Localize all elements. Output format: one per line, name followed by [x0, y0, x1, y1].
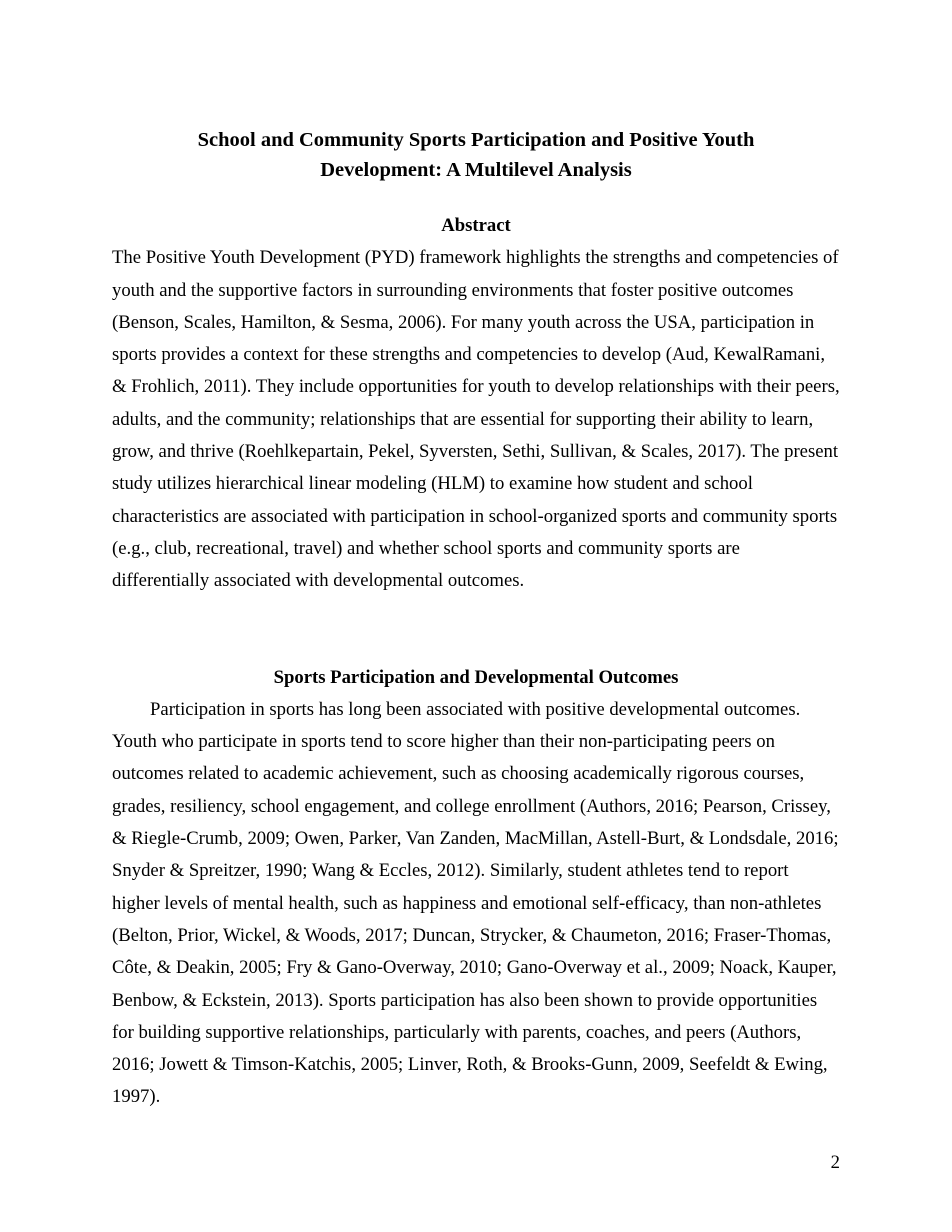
- page-body: [112, 210, 840, 1114]
- section-heading: Sports Participation and Developmental Outcomes: [273, 666, 679, 688]
- page-number: 2: [830, 1152, 840, 1173]
- paper-title-line-1: School and Community Sports Participation and Positive Youth: [197, 128, 755, 151]
- paper-title-line-2: Development: A Multilevel Analysis: [320, 158, 632, 181]
- paper-title: [112, 125, 840, 185]
- abstract-heading: Abstract: [441, 215, 511, 236]
- section-paragraph: Participation in sports has long been associated with positive developmental outcomes. Youth who participate in sports tend to score higher than their non-participating peers on outcomes related to academic achievement, such as choosing academically rigorous courses, grades, resiliency, school engagement, and college enrollment (Authors, 2016; Pearson, Crissey, & Riegle-Crumb, 2009; Owen, Parker, Van Zanden, MacMillan, Astell-Burt, & Londsdale, 2016; Snyder & Spreitzer, 1990; Wang & Eccles, 2012). Similarly, student athletes tend to report higher levels of mental health, such as happiness and emotional self-efficacy, than non-athletes (Belton, Prior, Wickel, & Woods, 2017; Duncan, Strycker, & Chaumeton, 2016; Fraser-Thomas, Côte, & Deakin, 2005; Fry & Gano-Overway, 2010; Gano-Overway et al., 2009; Noack, Kauper, Benbow, & Eckstein, 2013). Sports participation has also been shown to provide opportunities for building supportive relationships, particularly with parents, coaches, and peers (Authors, 2016; Jowett & Timson-Katchis, 2005; Linver, Roth, & Brooks-Gunn, 2009, Seefeldt & Ewing, 1997).: [112, 698, 839, 1108]
- abstract-paragraph: The Positive Youth Development (PYD) framework highlights the strengths and competencies of youth and the supportive factors in surrounding environments that foster positive outcomes (Benson, Scales, Hamilton, & Sesma, 2006). For many youth across the USA, participation in sports provides a context for these strengths and competencies to develop (Aud, KewalRamani, & Frohlich, 2011). They include opportunities for youth to develop relationships with their peers, adults, and the community; relationships that are essential for supporting their ability to learn, grow, and thrive (Roehlkepartain, Pekel, Syversten, Sethi, Sullivan, & Scales, 2017). The present study utilizes hierarchical linear modeling (HLM) to examine how student and school characteristics are associated with participation in school-organized sports and community sports (e.g., club, recreational, travel) and whether school sports and community sports are differentially associated with developmental outcomes.: [112, 247, 840, 592]
